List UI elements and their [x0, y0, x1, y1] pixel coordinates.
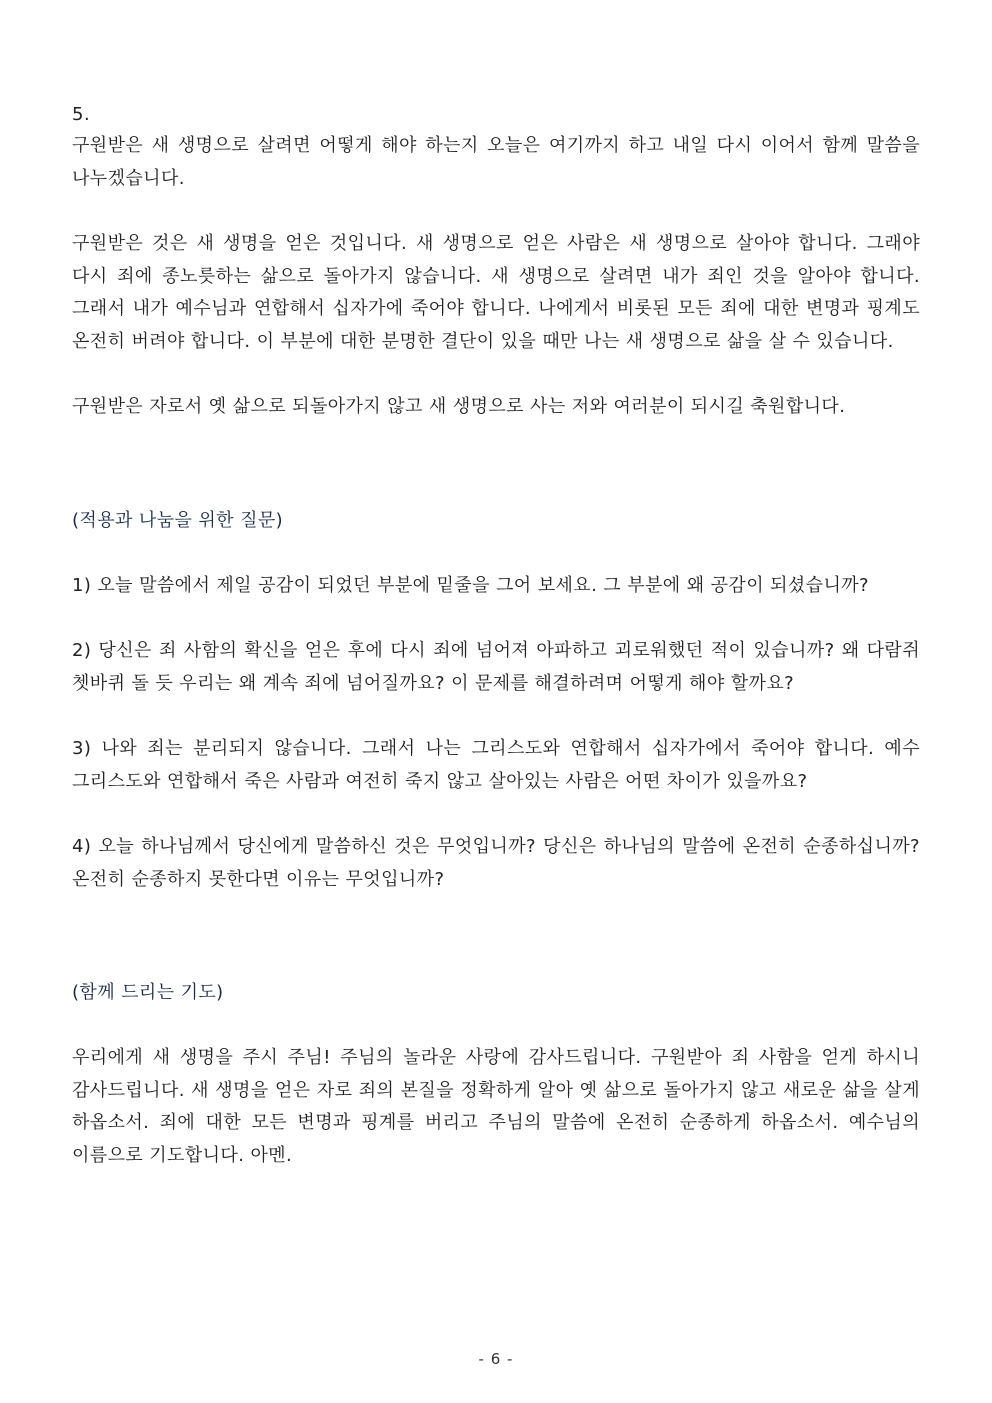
intro-paragraph-2: 구원받은 것은 새 생명을 얻은 것입니다. 새 생명으로 얻은 사람은 새 생명으로 살아야 합니다. 그래야 다시 죄에 종노릇하는 삶으로 돌아가지 않습니다. 새 생명으로 살려면 내가 죄인 것을 알아야 합니다. 그래서 내가 예수님과 연합해서 십자가에 죽어야 합니다. 나에게서 비롯된 모든 죄에 대한 변명과 핑계도 온전히 버려야 합니다. 이 부분에 대한 분명한 결단이 있을 때만 나는 새 생명으로 삶을 살 수 있습니다.	[72, 233, 920, 352]
page-number: - 6 -	[478, 1350, 514, 1368]
question-1: 1) 오늘 말씀에서 제일 공감이 되었던 부분에 밑줄을 그어 보세요. 그 부분에 왜 공감이 되셨습니까?	[72, 574, 869, 596]
prayer-heading: (함께 드리는 기도)	[72, 982, 224, 1003]
question-4: 4) 오늘 하나님께서 당신에게 말씀하신 것은 무엇입니까? 당신은 하나님의 말씀에 온전히 순종하십니까? 온전히 순종하지 못한다면 이유는 무엇입니까?	[72, 836, 920, 890]
spacer	[72, 929, 920, 977]
spacer	[72, 457, 920, 505]
intro-paragraph-1: 구원받은 새 생명으로 살려면 어떻게 해야 하는지 오늘은 여기까지 하고 내일 다시 이어서 함께 말씀을 나누겠습니다.	[72, 135, 920, 189]
intro-paragraph-3: 구원받은 자로서 옛 삶으로 되돌아가지 않고 새 생명으로 사는 저와 여러분이 되시길 축원합니다.	[72, 396, 846, 417]
question-2: 2) 당신은 죄 사함의 확신을 얻은 후에 다시 죄에 넘어져 아파하고 괴로워했던 적이 있습니까? 왜 다람쥐 쳇바퀴 돌 듯 우리는 왜 계속 죄에 넘어질까요? 이 문제를 해결하려며 어떻게 해야 할까요?	[72, 640, 920, 694]
questions-heading: (적용과 나눔을 위한 질문)	[72, 509, 284, 531]
document-page	[72, 100, 920, 1205]
question-3: 3) 나와 죄는 분리되지 않습니다. 그래서 나는 그리스도와 연합해서 십자가에서 죽어야 합니다. 예수 그리스도와 연합해서 죽은 사람과 여전히 죽지 않고 살아있는 사람은 어떤 차이가 있을까요?	[72, 738, 920, 792]
prayer-paragraph: 우리에게 새 생명을 주시 주님! 주님의 놀라운 사랑에 감사드립니다. 구원받아 죄 사함을 얻게 하시니 감사드립니다. 새 생명을 얻은 자로 죄의 본질을 정확하게 알아 옛 삶으로 돌아가지 않고 새로운 삶을 살게 하옵소서. 죄에 대한 모든 변명과 핑계를 버리고 주님의 말씀에 온전히 순종하게 하옵소서. 예수님의 이름으로 기도합니다. 아멘.	[72, 1047, 920, 1166]
section-number: 5.	[72, 104, 91, 125]
